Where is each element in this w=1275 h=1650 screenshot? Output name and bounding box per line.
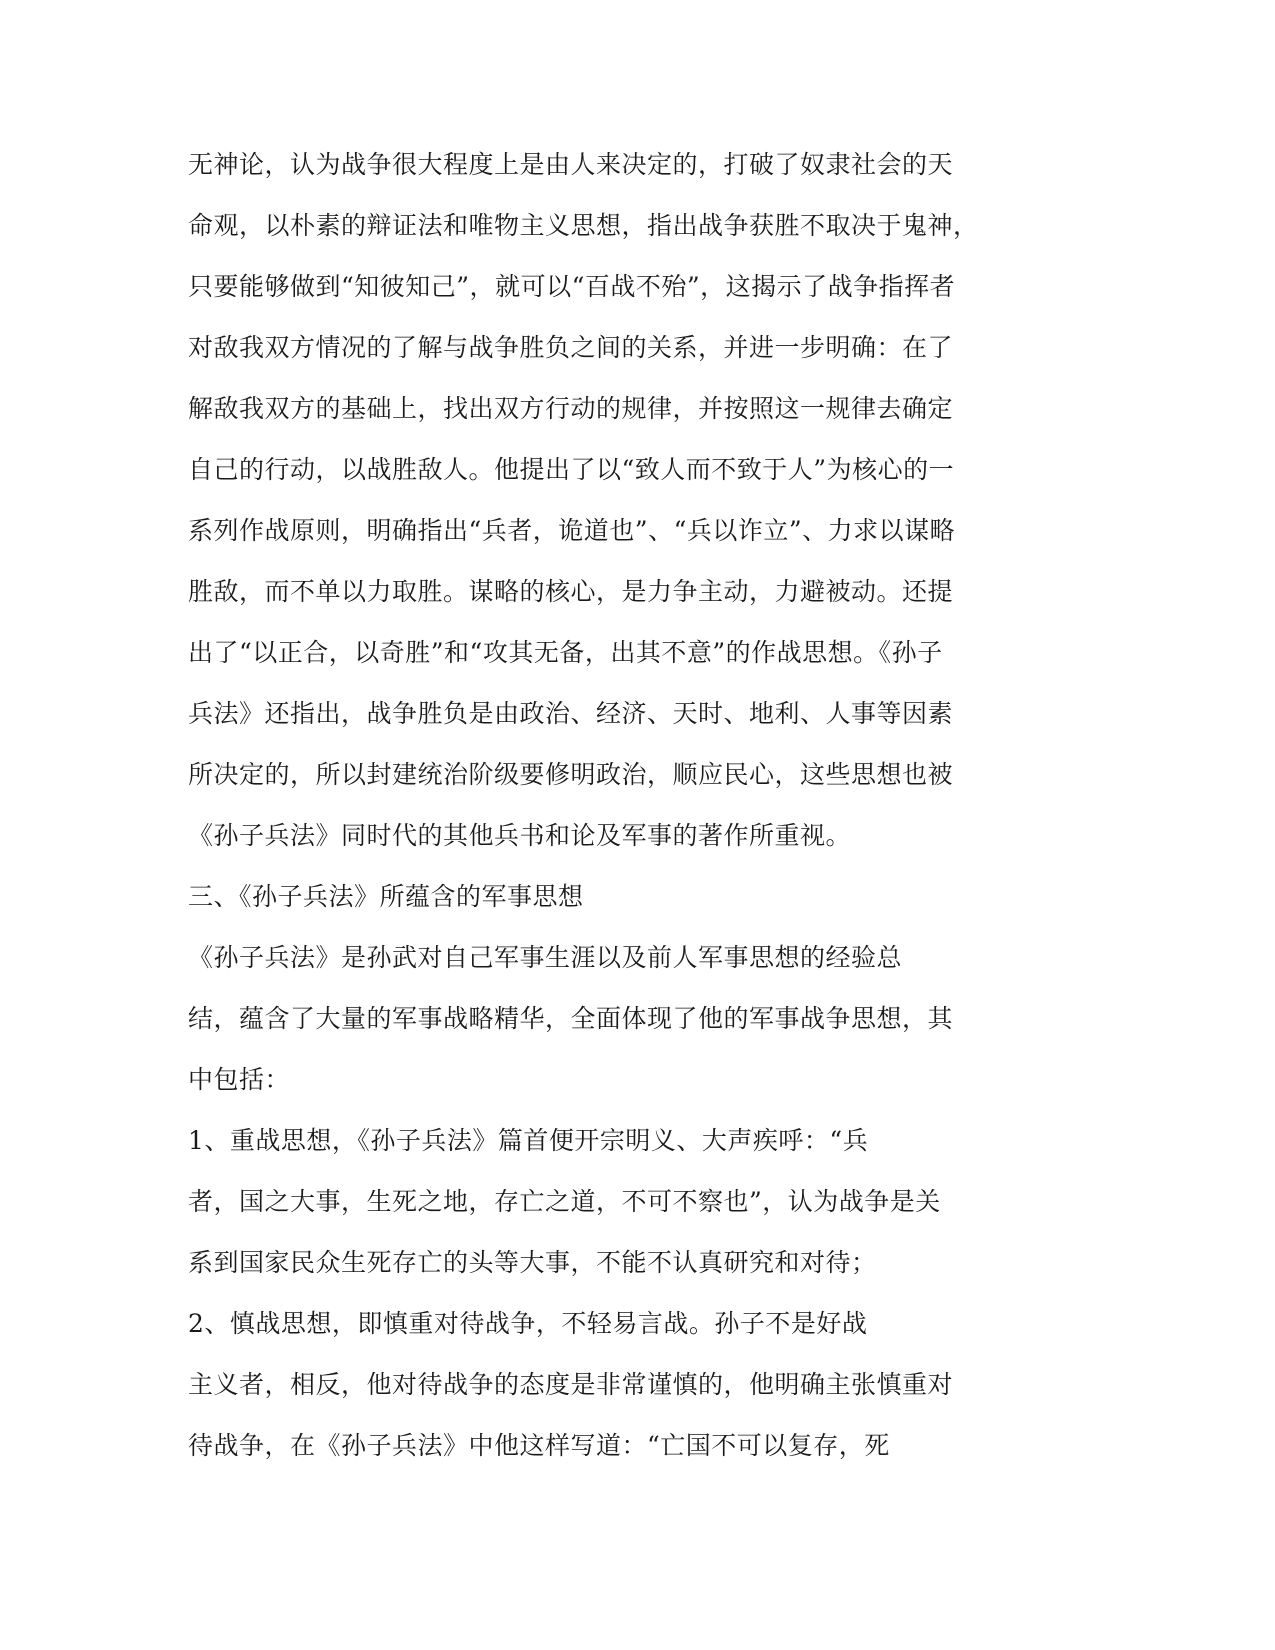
text-line: 系列作战原则，明确指出“兵者，诡道也”、“兵以诈立”、力求以谋略 [188, 516, 956, 545]
section-heading: 三、《孙子兵法》所蕴含的军事思想 [188, 882, 584, 911]
text-line: 者，国之大事，生死之地，存亡之道，不可不察也”，认为战争是关 [188, 1187, 941, 1216]
text-line: 待战争，在《孙子兵法》中他这样写道：“亡国不可以复存，死 [188, 1431, 890, 1460]
text-line: 系到国家民众生死存亡的头等大事，不能不认真研究和对待； [188, 1248, 877, 1277]
list-item-line: 2、慎战思想，即慎重对待战争，不轻易言战。孙子不是好战 [188, 1309, 868, 1338]
text-line: 出了“以正合，以奇胜”和“攻其无备，出其不意”的作战思想。《孙子 [188, 638, 943, 667]
text-line: 《孙子兵法》是孙武对自己军事生涯以及前人军事思想的经验总 [188, 943, 903, 972]
text-line: 兵法》还指出，战争胜负是由政治、经济、天时、地利、人事等因素 [188, 699, 954, 728]
text-line: 胜敌，而不单以力取胜。谋略的核心，是力争主动，力避被动。还提 [188, 577, 954, 606]
text-line: 所决定的，所以封建统治阶级要修明政治，顺应民心，这些思想也被 [188, 760, 954, 789]
text-line: 自己的行动，以战胜敌人。他提出了以“致人而不致于人”为核心的一 [188, 455, 955, 484]
text-line: 对敌我双方情况的了解与战争胜负之间的关系，并进一步明确：在了 [188, 333, 954, 362]
list-item-line: 1、重战思想，《孙子兵法》篇首便开宗明义、大声疾呼：“兵 [188, 1126, 869, 1155]
text-line: 无神论，认为战争很大程度上是由人来决定的，打破了奴隶社会的天 [188, 150, 954, 179]
text-line: 解敌我双方的基础上，找出双方行动的规律，并按照这一规律去确定 [188, 394, 954, 423]
text-line: 只要能够做到“知彼知己”，就可以“百战不殆”，这揭示了战争指挥者 [188, 272, 956, 301]
text-line: 主义者，相反，他对待战争的态度是非常谨慎的，他明确主张慎重对 [188, 1370, 954, 1399]
text-line: 《孙子兵法》同时代的其他兵书和论及军事的著作所重视。 [188, 821, 852, 850]
text-line: 结，蕴含了大量的军事战略精华，全面体现了他的军事战争思想，其 [188, 1004, 954, 1033]
text-line: 中包括： [188, 1065, 291, 1094]
text-line: 命观，以朴素的辩证法和唯物主义思想，指出战争获胜不取决于鬼神， [188, 211, 979, 240]
body-text [188, 140, 979, 1482]
